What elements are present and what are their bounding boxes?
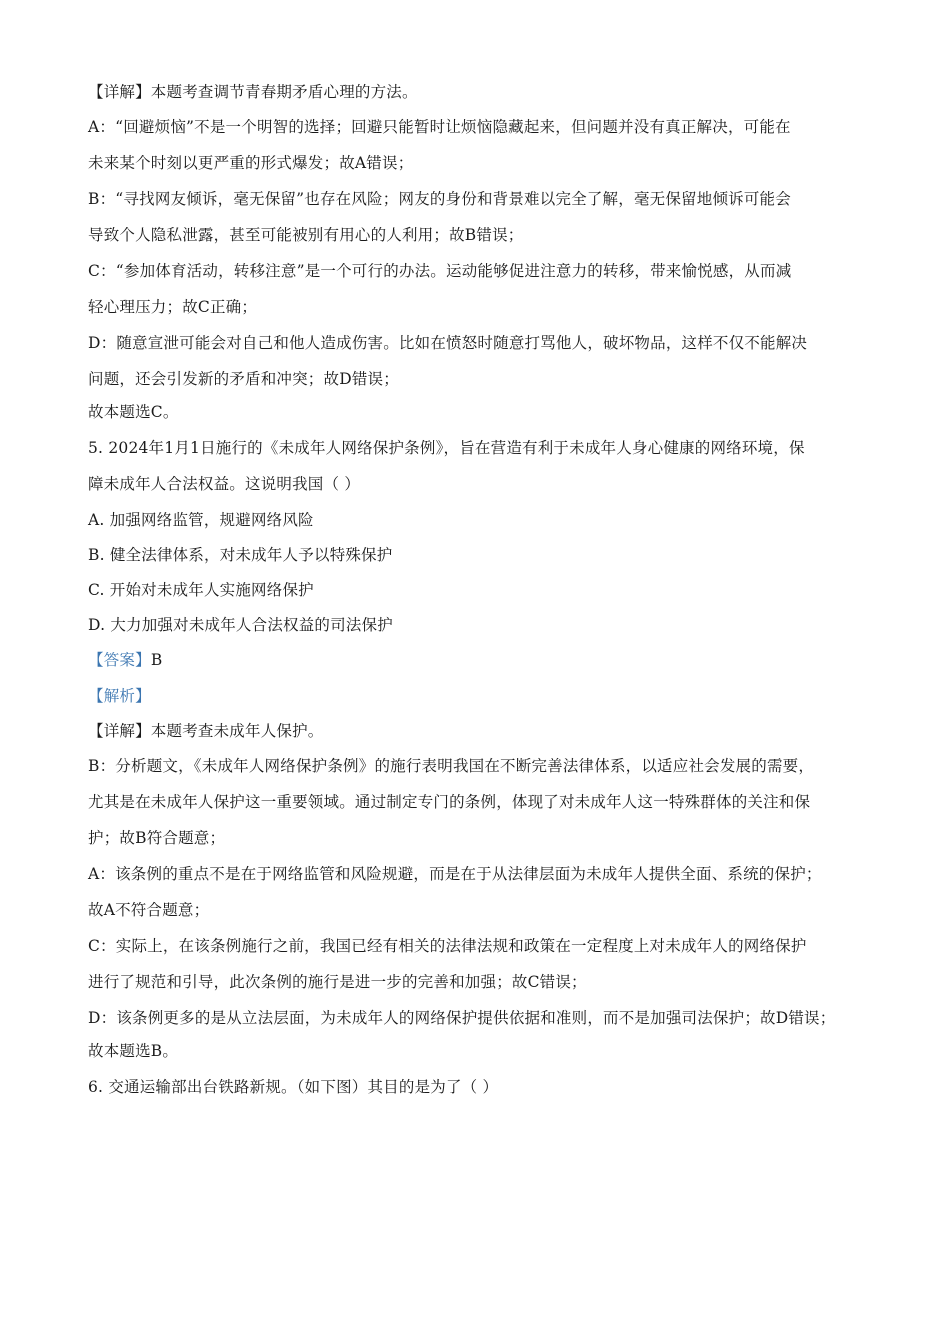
explanation-c-q5-line-1: C：实际上，在该条例施行之前，我国已经有相关的法律法规和政策在一定程度上对未成年人的网络保护: [88, 937, 807, 955]
explanation-b-q5-line-2: 尤其是在未成年人保护这一重要领域。通过制定专门的条例，体现了对未成年人这一特殊群体的关注和保: [88, 793, 811, 811]
explanation-b-line-1: B：“寻找网友倾诉，毫无保留”也存在风险；网友的身份和背景难以完全了解，毫无保留地倾诉可能会: [88, 190, 791, 208]
question-5-stem-line-2: 障未成年人合法权益。这说明我国（ ）: [88, 475, 361, 493]
explanation-c-line-2: 轻心理压力；故C正确；: [88, 298, 258, 316]
explanation-d-line-1: D：随意宣泄可能会对自己和他人造成伤害。比如在愤怒时随意打骂他人，破坏物品，这样不仅不能解决: [88, 334, 808, 352]
detail-heading-q5: 【详解】本题考查未成年人保护。: [88, 722, 324, 740]
explanation-a-line-2: 未来某个时刻以更严重的形式爆发；故A错误；: [88, 154, 414, 172]
answer-value: B: [150, 651, 163, 669]
answer-label: 【答案】: [88, 651, 151, 669]
explanation-c-line-1: C：“参加体育活动，转移注意”是一个可行的办法。运动能够促进注意力的转移，带来愉悦感，从而减: [88, 262, 792, 280]
explanation-a-q5-line-1: A：该条例的重点不是在于网络监管和风险规避，而是在于从法律层面为未成年人提供全面、系统的保护；: [88, 865, 822, 883]
detail-heading-q4: 【详解】本题考查调节青春期矛盾心理的方法。: [88, 83, 418, 101]
question-5-option-c: C. 开始对未成年人实施网络保护: [88, 581, 314, 599]
answer-row: [88, 650, 878, 670]
conclusion-q4: 故本题选C。: [88, 403, 179, 421]
explanation-a-q5-line-2: 故A不符合题意；: [88, 901, 210, 919]
question-5-stem-line-1: 5. 2024年1月1日施行的《未成年人网络保护条例》，旨在营造有利于未成年人身心健康的网络环境，保: [88, 439, 805, 457]
question-5-option-d: D. 大力加强对未成年人合法权益的司法保护: [88, 616, 393, 634]
explanation-d-q5: D：该条例更多的是从立法层面，为未成年人的网络保护提供依据和准则，而不是加强司法保护；故D错误；: [88, 1009, 836, 1027]
question-6-stem: 6. 交通运输部出台铁路新规。（如下图）其目的是为了（ ）: [88, 1078, 499, 1096]
explanation-b-q5-line-1: B：分析题文，《未成年人网络保护条例》的施行表明我国在不断完善法律体系，以适应社会发展的需要，: [88, 757, 815, 775]
explanation-d-line-2: 问题，还会引发新的矛盾和冲突；故D错误；: [88, 370, 399, 388]
explanation-a-line-1: A：“回避烦恼”不是一个明智的选择；回避只能暂时让烦恼隐藏起来，但问题并没有真正解决，可能在: [88, 118, 791, 136]
explanation-b-q5-line-3: 护；故B符合题意；: [88, 829, 226, 847]
explanation-c-q5-line-2: 进行了规范和引导，此次条例的施行是进一步的完善和加强；故C错误；: [88, 973, 587, 991]
conclusion-q5: 故本题选B。: [88, 1042, 179, 1060]
question-5-option-a: A. 加强网络监管，规避网络风险: [88, 511, 314, 529]
explanation-b-line-2: 导致个人隐私泄露，甚至可能被别有用心的人利用；故B错误；: [88, 226, 524, 244]
analysis-label: 【解析】: [88, 687, 151, 705]
question-5-option-b: B. 健全法律体系，对未成年人予以特殊保护: [88, 546, 393, 564]
